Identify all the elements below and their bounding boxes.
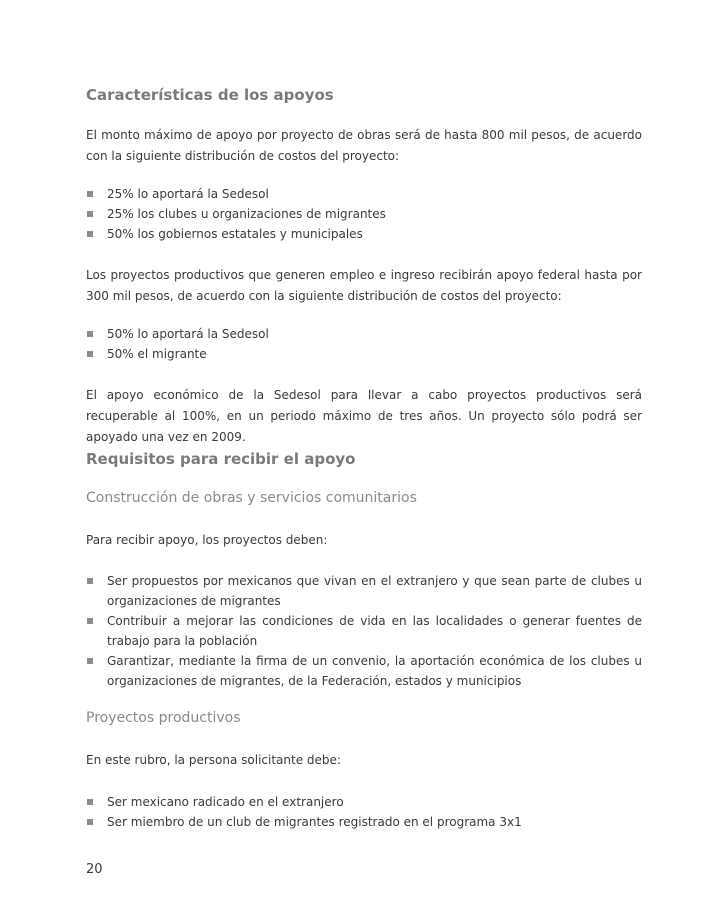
- square-bullet-icon: [87, 618, 93, 624]
- square-bullet-icon: [87, 211, 93, 217]
- square-bullet-icon: [87, 331, 93, 337]
- bullet-list-distribucion-productivos: [86, 324, 642, 364]
- paragraph-recuperable: El apoyo económico de la Sedesol para llevar a cabo proyectos productivos será recuperable al 100%, en un periodo máximo de tres años. Un proyecto sólo podrá ser apoyado una vez en 2009.: [86, 388, 642, 444]
- section-title-requisitos: Requisitos para recibir el apoyo: [86, 450, 356, 468]
- bullet-list-requisitos-productivos: [86, 792, 642, 832]
- list-item: Ser mexicano radicado en el extranjero: [86, 792, 642, 812]
- list-item: Contribuir a mejorar las condiciones de vida en las localidades o generar fuentes de trabajo para la población: [86, 611, 642, 651]
- list-item: Garantizar, mediante la firma de un convenio, la aportación económica de los clubes u organizaciones de migrantes, de la Federación, estados y municipios: [86, 651, 642, 691]
- square-bullet-icon: [87, 578, 93, 584]
- paragraph-solicitante-debe: En este rubro, la persona solicitante debe:: [86, 753, 341, 767]
- bullet-list-distribucion-obras: [86, 184, 642, 244]
- square-bullet-icon: [87, 819, 93, 825]
- list-item: 50% lo aportará la Sedesol: [86, 324, 642, 344]
- subsection-title-productivos: Proyectos productivos: [86, 710, 241, 726]
- square-bullet-icon: [87, 658, 93, 664]
- list-item: 50% los gobiernos estatales y municipales: [86, 224, 642, 244]
- list-item: 25% lo aportará la Sedesol: [86, 184, 642, 204]
- list-item: Ser miembro de un club de migrantes registrado en el programa 3x1: [86, 812, 642, 832]
- paragraph-monto-maximo: El monto máximo de apoyo por proyecto de obras será de hasta 800 mil pesos, de acuerdo con la siguiente distribución de costos del proyecto:: [86, 128, 642, 163]
- square-bullet-icon: [87, 231, 93, 237]
- list-item: 25% los clubes u organizaciones de migrantes: [86, 204, 642, 224]
- square-bullet-icon: [87, 191, 93, 197]
- bullet-list-requisitos-construccion: [86, 571, 642, 691]
- list-item: Ser propuestos por mexicanos que vivan en el extranjero y que sean parte de clubes u organizaciones de migrantes: [86, 571, 642, 611]
- square-bullet-icon: [87, 351, 93, 357]
- square-bullet-icon: [87, 799, 93, 805]
- paragraph-proyectos-productivos: Los proyectos productivos que generen empleo e ingreso recibirán apoyo federal hasta por 300 mil pesos, de acuerdo con la siguiente distribución de costos del proyecto:: [86, 268, 642, 303]
- section-title-caracteristicas: Características de los apoyos: [86, 86, 334, 104]
- list-item: 50% el migrante: [86, 344, 642, 364]
- subsection-title-construccion: Construcción de obras y servicios comunitarios: [86, 490, 417, 506]
- page-number: 20: [86, 862, 103, 877]
- document-page: [86, 0, 642, 921]
- paragraph-proyectos-deben: Para recibir apoyo, los proyectos deben:: [86, 533, 328, 547]
